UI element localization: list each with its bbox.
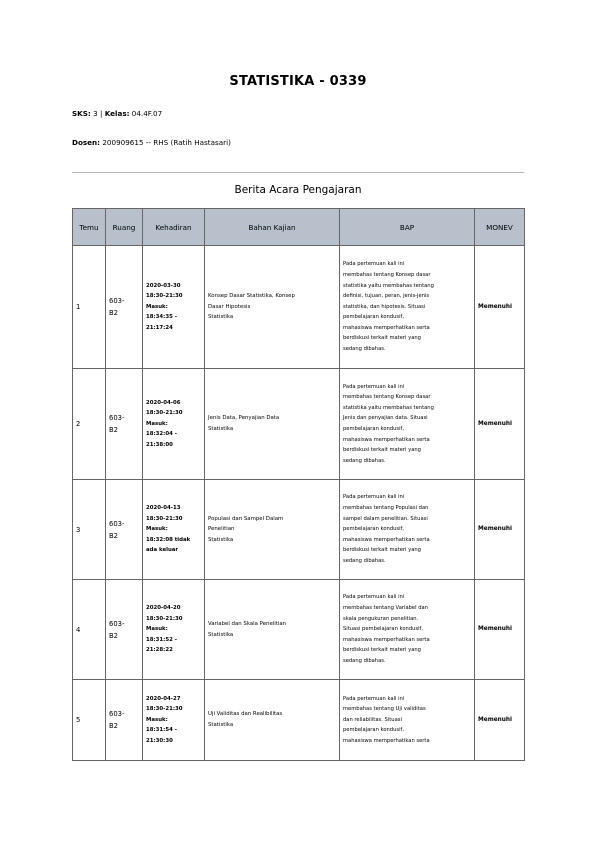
divider [72, 172, 524, 173]
cell-kehadiran: 2020-04-20 18:30-21:30 Masuk: 18:31:52 - 21:28:22 [143, 580, 205, 680]
cell-kehadiran: 2020-04-27 18:30-21:30 Masuk: 18:31:54 - 21:30:30 [143, 680, 205, 761]
cell-ruang: 603- B2 [106, 480, 143, 580]
cell-bap: Pada pertemuan kali ini membahas tentang Populasi dan sampel dalam penelitian. Situasi pembelajaran kondusif, mahasiswa memperhatikan serta berdiskusi terkait materi yang sedang dibahas. [340, 480, 475, 580]
table-header-row [73, 209, 525, 246]
cell-temu: 4 [73, 580, 106, 680]
course-info: SKS: 3 | Kelas: 04.4F.07 [72, 109, 163, 118]
header-monev: MONEV [475, 209, 525, 246]
attendance-table [72, 208, 525, 761]
cell-bahan-kajian: Variabel dan Skala Penelitian Statistika [205, 580, 340, 680]
cell-temu: 2 [73, 369, 106, 480]
sks-value: 3 [93, 109, 98, 118]
table-row [73, 580, 525, 680]
page-title: STATISTIKA - 0339 [229, 74, 367, 89]
cell-monev: Memenuhi [475, 680, 525, 761]
cell-kehadiran: 2020-04-06 18:30-21:30 Masuk: 18:32:04 - 21:38:00 [143, 369, 205, 480]
cell-ruang: 603- B2 [106, 246, 143, 369]
cell-ruang: 603- B2 [106, 580, 143, 680]
cell-kehadiran: 2020-04-13 18:30-21:30 Masuk: 18:32:08 tidak ada keluar [143, 480, 205, 580]
cell-bap: Pada pertemuan kali ini membahas tentang Uji validitas dan reliabilitas. Situasi pembelajaran kondusif, mahasiswa memperhatikan serta [340, 680, 475, 761]
cell-monev: Memenuhi [475, 580, 525, 680]
header-bahan-kajian: Bahan Kajian [205, 209, 340, 246]
header-bap: BAP [340, 209, 475, 246]
cell-temu: 5 [73, 680, 106, 761]
cell-monev: Memenuhi [475, 369, 525, 480]
lecturer-info [72, 138, 231, 147]
header-ruang: Ruang [106, 209, 143, 246]
cell-bahan-kajian: Uji Validitas dan Realibilitas Statistika [205, 680, 340, 761]
header-temu: Temu [73, 209, 106, 246]
dosen-label: Dosen: [72, 138, 101, 147]
table-row [73, 680, 525, 761]
dosen-value: 200909615 -- RHS (Ratih Hastasari) [102, 138, 231, 147]
cell-bahan-kajian: Jenis Data, Penyajian Data Statistika [205, 369, 340, 480]
cell-temu: 1 [73, 246, 106, 369]
cell-bap: Pada pertemuan kali ini membahas tentang Konsep dasar statistika yaitu membahas tentang Jenis dan penyajian data. Situasi pembelajaran kondusif, mahasiswa memperhatikan serta berdiskusi terkait materi yang sedang dibahas. [340, 369, 475, 480]
cell-ruang: 603- B2 [106, 369, 143, 480]
sks-label: SKS: [72, 109, 91, 118]
cell-monev: Memenuhi [475, 246, 525, 369]
cell-bahan-kajian: Konsep Dasar Statistika, Konsep Dasar Hipotesis Statistika [205, 246, 340, 369]
table-row [73, 480, 525, 580]
cell-ruang: 603- B2 [106, 680, 143, 761]
cell-temu: 3 [73, 480, 106, 580]
table-row [73, 369, 525, 480]
table-row [73, 246, 525, 369]
cell-bahan-kajian: Populasi dan Sampel Dalam Penelitian Statistika [205, 480, 340, 580]
kelas-value: 04.4F.07 [131, 109, 163, 118]
cell-bap: Pada pertemuan kali ini membahas tentang Konsep dasar statistika yaitu membahas tentang definisi, tujuan, peran, jenis-jenis statistika, dan hipotesis. Situasi pembelajaran kondusif, mahasiswa memperhatikan serta berdiskusi terkait materi yang sedang dibahas. [340, 246, 475, 369]
header-kehadiran: Kehadiran [143, 209, 205, 246]
cell-bap: Pada pertemuan kali ini membahas tentang Variabel dan skala pengukuran penelitian. Situasi pembelajaran kondusif, mahasiswa memperhatikan serta berdiskusi terkait materi yang sedang dibahas. [340, 580, 475, 680]
cell-kehadiran: 2020-03-30 18:30-21:30 Masuk: 18:34:35 - 21:17:24 [143, 246, 205, 369]
section-title: Berita Acara Pengajaran [234, 184, 362, 196]
kelas-label: Kelas: [104, 109, 130, 118]
cell-monev: Memenuhi [475, 480, 525, 580]
